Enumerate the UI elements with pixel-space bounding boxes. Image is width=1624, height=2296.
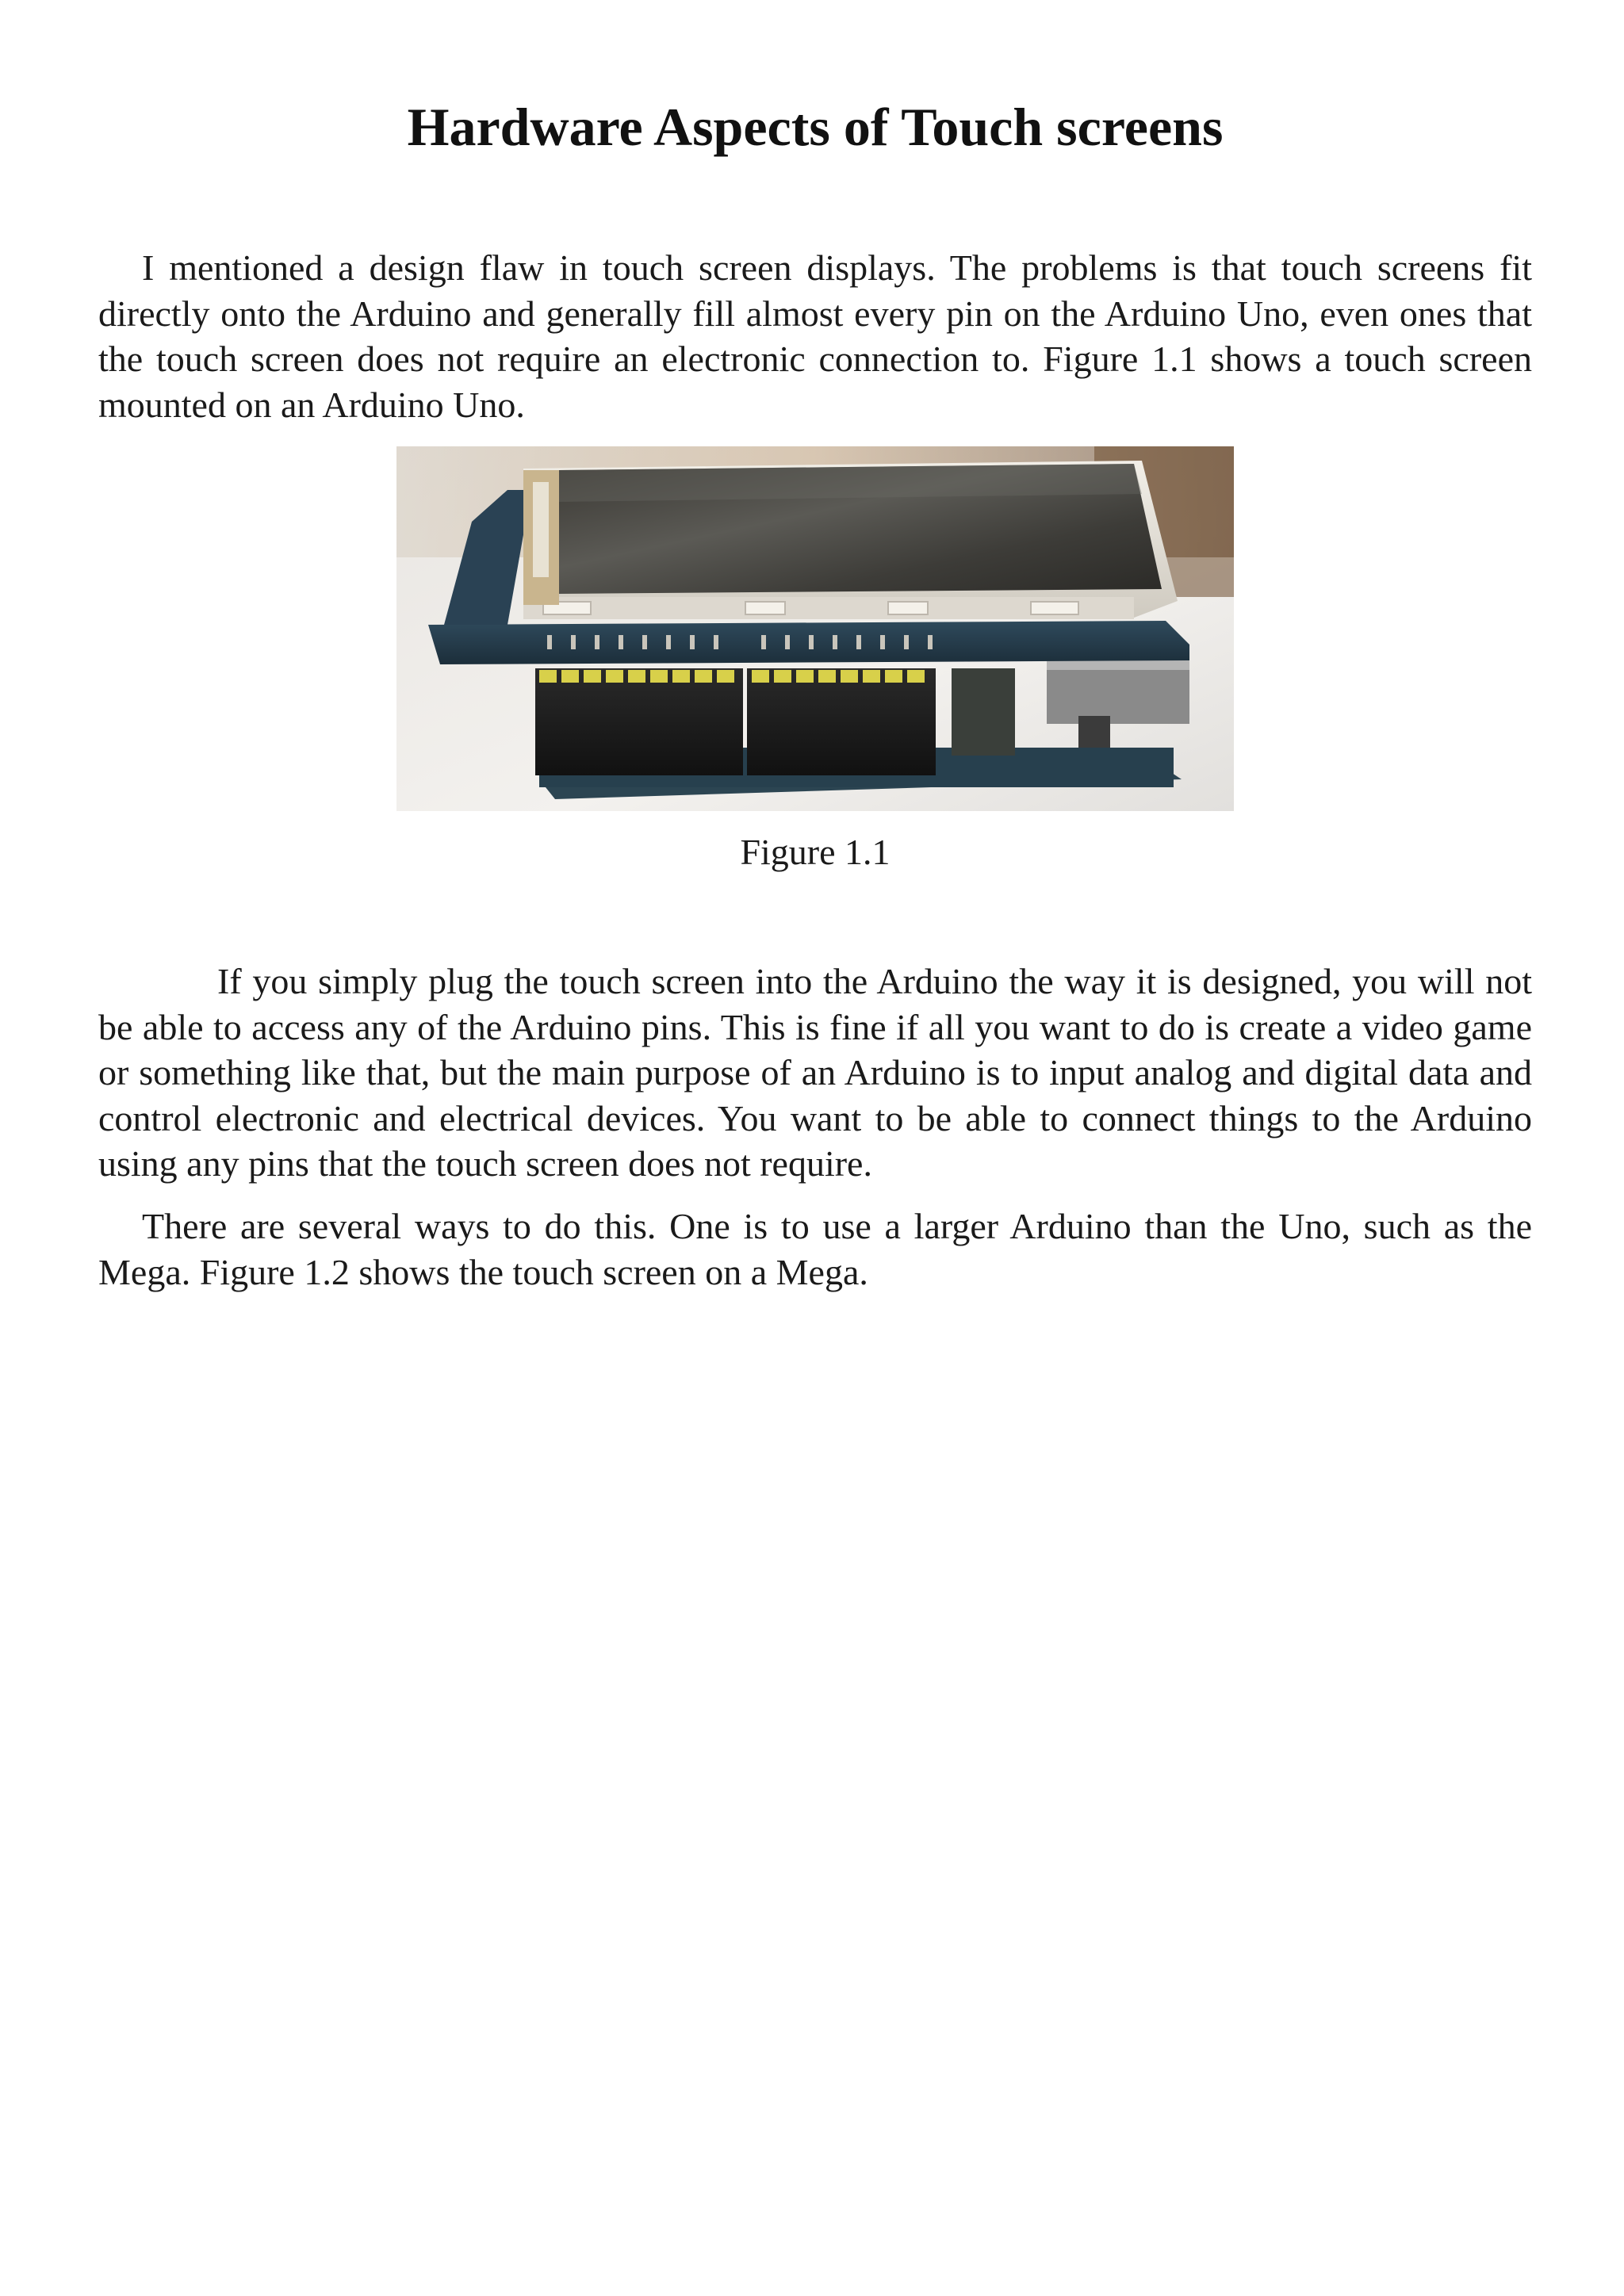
paragraph-2: If you simply plug the touch screen into the Arduino the way it is designed, you will not be able to access any of the Arduino pins. This is fine if all you want to do is create a video game or something like that, but the main purpose of an Arduino is to input analog and digital data and control electronic and electrical devices. You want to be able to connect things to the Arduino using any pins that the touch screen does not require.	[98, 961, 1532, 1184]
touch-screen-photo	[396, 446, 1234, 811]
paragraph-3: There are several ways to do this. One is to use a larger Arduino than the Uno, such as the Mega. Figure 1.2 shows the touch screen on a Mega.	[98, 1206, 1532, 1292]
paragraph-1: I mentioned a design flaw in touch screen displays. The problems is that touch screens fit directly onto the Arduino and generally fill almost every pin on the Arduino Uno, even ones that the touch screen does not require an electronic connection to. Figure 1.1 shows a touch screen mounted on an Arduino Uno.	[98, 247, 1532, 425]
figure-touch-screen-on-uno	[396, 446, 1234, 811]
page-title: Hardware Aspects of Touch screens	[407, 97, 1224, 157]
figure-caption: Figure 1.1	[740, 832, 891, 872]
